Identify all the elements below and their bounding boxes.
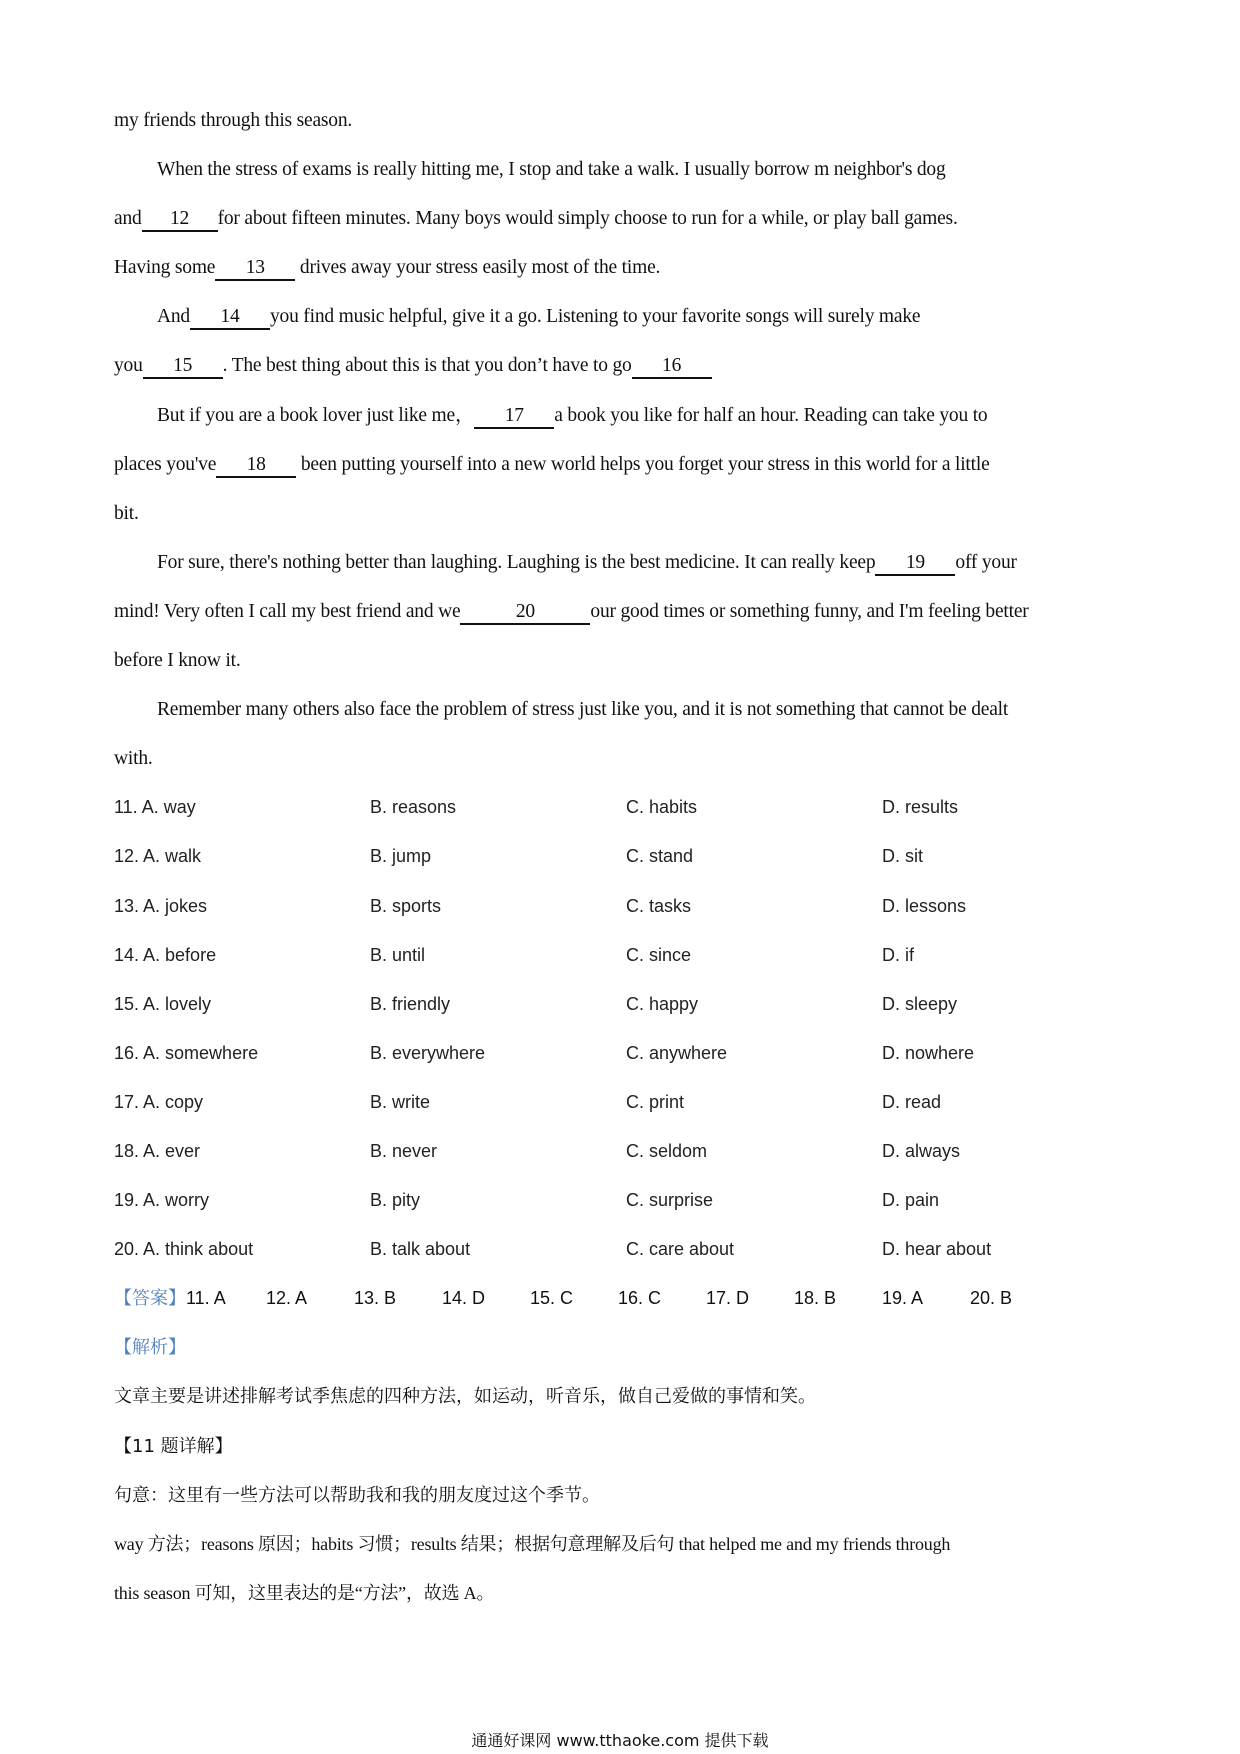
answer-item: 12. A <box>266 1288 308 1309</box>
option-row <box>114 1078 1144 1127</box>
option-item: D. pain <box>882 1190 940 1211</box>
detail-line: way 方法；reasons 原因；habits 习惯；results 结果；根据句意理解及后句 that helped me and my friends through <box>114 1533 951 1554</box>
option-item: C. care about <box>626 1239 735 1260</box>
text: But if you are a book lover just like me， <box>157 404 475 426</box>
summary: 文章主要是讲述排解考试季焦虑的四种方法，如运动，听音乐，做自己爱做的事情和笑。 <box>114 1386 816 1408</box>
blank-19: 19 <box>875 552 955 576</box>
blank-16: 16 <box>632 355 712 379</box>
text: drives away your stress easily most of the time. <box>295 257 661 279</box>
answer-item: 11. A <box>186 1288 226 1309</box>
option-item: C. seldom <box>626 1140 708 1161</box>
text: a book you like for half an hour. Reading can take you to <box>554 404 988 426</box>
option-row <box>114 931 1144 980</box>
option-item: C. tasks <box>626 895 692 916</box>
option-item: D. read <box>882 1091 942 1112</box>
passage-line: When the stress of exams is really hitting me, I stop and take a walk. I usually borrow m neighbor's dog <box>157 159 946 181</box>
option-item: C. habits <box>626 797 698 818</box>
answer-item: 13. B <box>354 1288 397 1309</box>
passage-line <box>114 341 1144 390</box>
blank-12: 12 <box>142 208 218 232</box>
text: For sure, there's nothing better than laughing. Laughing is the best medicine. It can really keep <box>157 551 876 573</box>
option-item: D. hear about <box>882 1239 992 1260</box>
option-item: D. always <box>882 1140 961 1161</box>
text: mind! Very often I call my best friend and we <box>114 600 461 622</box>
option-item: B. reasons <box>370 797 457 818</box>
option-item: D. sit <box>882 846 924 867</box>
option-item: B. until <box>370 944 426 965</box>
text: you <box>114 355 143 377</box>
answer-item: 18. B <box>794 1288 837 1309</box>
option-row <box>114 1225 1144 1274</box>
text: Having some <box>114 257 216 279</box>
answer-row <box>114 1274 1144 1323</box>
option-item: 18. A. ever <box>114 1140 201 1161</box>
passage-line <box>114 243 1144 292</box>
blank-18: 18 <box>216 454 296 478</box>
option-item: D. results <box>882 797 959 818</box>
blank-20: 20 <box>460 601 590 625</box>
option-row <box>114 1029 1144 1078</box>
passage-line <box>114 587 1144 636</box>
option-item: D. if <box>882 944 915 965</box>
option-item: B. sports <box>370 895 442 916</box>
answer-tag: 【答案】 <box>114 1288 186 1310</box>
answer-item: 15. C <box>530 1288 574 1309</box>
option-item: D. nowhere <box>882 1042 975 1063</box>
passage-line <box>114 194 1144 243</box>
options-list <box>114 783 1144 1274</box>
option-item: C. surprise <box>626 1190 714 1211</box>
blank-13: 13 <box>215 257 295 281</box>
detail-meaning: 句意：这里有一些方法可以帮助我和我的朋友度过这个季节。 <box>114 1484 600 1506</box>
text: you find music helpful, give it a go. Listening to your favorite songs will surely make <box>269 306 921 328</box>
option-item: B. never <box>370 1140 438 1161</box>
option-row <box>114 1127 1144 1176</box>
text: and <box>114 208 142 230</box>
option-item: B. friendly <box>370 993 451 1014</box>
option-item: B. pity <box>370 1190 421 1211</box>
option-item: C. anywhere <box>626 1042 728 1063</box>
option-item: 11. A. way <box>114 797 196 818</box>
answer-item: 19. A <box>882 1288 924 1309</box>
answer-item: 17. D <box>706 1288 750 1309</box>
option-row <box>114 783 1144 832</box>
answers <box>186 1274 1058 1323</box>
passage-line <box>114 440 1144 489</box>
option-item: B. talk about <box>370 1239 471 1260</box>
option-item: C. since <box>626 944 692 965</box>
option-item: D. sleepy <box>882 993 958 1014</box>
option-item: 15. A. lovely <box>114 993 212 1014</box>
option-item: C. stand <box>626 846 694 867</box>
text: places you've <box>114 453 217 475</box>
answer-item: 16. C <box>618 1288 662 1309</box>
option-item: 14. A. before <box>114 944 217 965</box>
option-row <box>114 882 1144 931</box>
passage-line: bit. <box>114 502 139 524</box>
passage-line: before I know it. <box>114 650 241 672</box>
detail-title: 【11 题详解】 <box>114 1435 233 1457</box>
option-item: B. write <box>370 1091 431 1112</box>
analysis-tag: 【解析】 <box>114 1337 186 1359</box>
blank-14: 14 <box>190 306 270 330</box>
text: for about fifteen minutes. Many boys would simply choose to run for a while, or play ball games. <box>217 208 958 230</box>
answer-item: 14. D <box>442 1288 486 1309</box>
option-item: 17. A. copy <box>114 1091 204 1112</box>
text: our good times or something funny, and I'm feeling better <box>590 600 1029 622</box>
document-body <box>114 96 1144 1618</box>
passage-line <box>114 391 1144 440</box>
passage-line: with. <box>114 748 153 770</box>
passage-line: Remember many others also face the problem of stress just like you, and it is not something that cannot be dealt <box>157 699 1009 721</box>
option-item: 12. A. walk <box>114 846 202 867</box>
passage-line <box>114 292 1144 341</box>
answer-item: 20. B <box>970 1288 1013 1309</box>
detail-line: this season 可知，这里表达的是“方法”，故选 A。 <box>114 1582 495 1603</box>
option-item: B. jump <box>370 846 432 867</box>
option-row <box>114 832 1144 881</box>
option-item: D. lessons <box>882 895 967 916</box>
passage-line: my friends through this season. <box>114 110 353 131</box>
option-item: 20. A. think about <box>114 1239 254 1260</box>
option-item: C. print <box>626 1091 685 1112</box>
blank-17: 17 <box>474 405 554 429</box>
option-item: 16. A. somewhere <box>114 1042 259 1063</box>
text: And <box>157 306 190 328</box>
option-item: C. happy <box>626 993 699 1014</box>
text: off your <box>955 551 1017 573</box>
option-row <box>114 1176 1144 1225</box>
option-row <box>114 980 1144 1029</box>
text: been putting yourself into a new world helps you forget your stress in this world for a little <box>296 453 990 475</box>
option-item: 19. A. worry <box>114 1190 210 1211</box>
option-item: 13. A. jokes <box>114 895 208 916</box>
text: . The best thing about this is that you don’t have to go <box>222 355 632 377</box>
footer-watermark: 通通好课网 www.tthaoke.com 提供下载 <box>471 1731 769 1750</box>
passage-line <box>114 538 1144 587</box>
option-item: B. everywhere <box>370 1042 486 1063</box>
blank-15: 15 <box>143 355 223 379</box>
